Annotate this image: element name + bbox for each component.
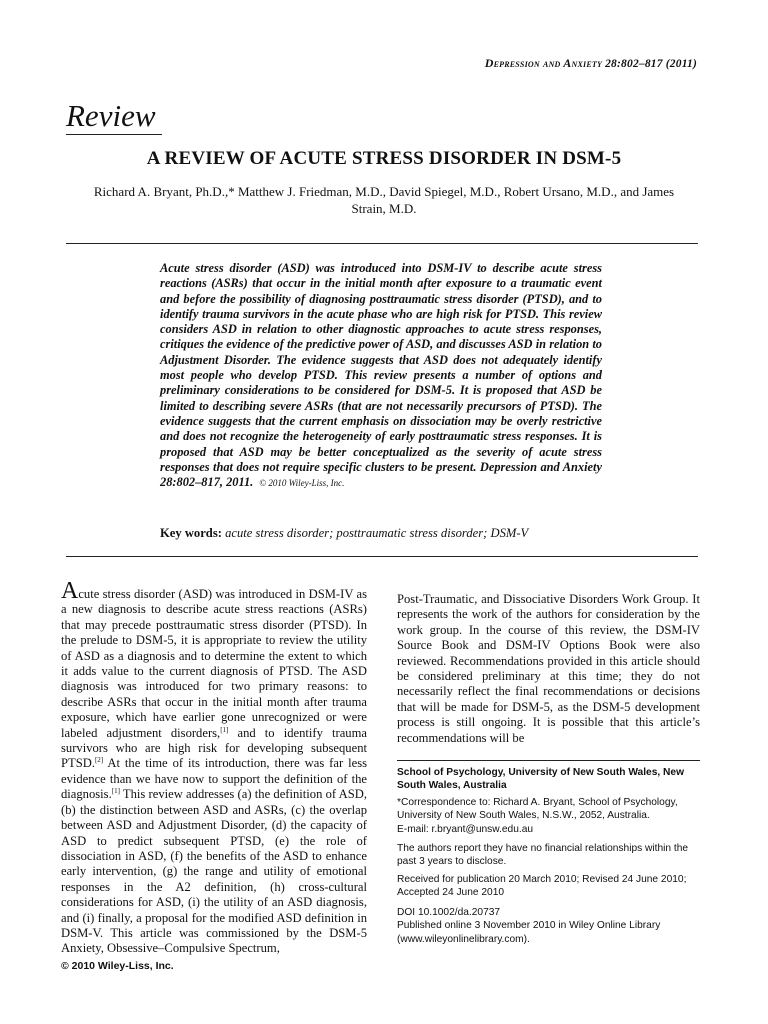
body-right-column: Post-Traumatic, and Dissociative Disorders Work Group. It represents the work of the authors for consideration by the work group. In the course of this review, the DSM-IV Source Book and DSM-IV Options Book were also reviewed. Recommendations provided in this article should be considered preliminary at this time; they do not necessarily reflect the final recommendations or decisions that will be made for DSM-5, as the DSM-5 development process is still ongoing. It is possible that this article’s recommendations will be bbox=[397, 592, 700, 745]
journal-volume-pages: 28:802–817 (2011) bbox=[605, 58, 697, 70]
section-label: Review bbox=[66, 98, 156, 133]
affiliation-institution: School of Psychology, University of New South Wales, New South Wales, Australia bbox=[397, 767, 684, 792]
journal-citation bbox=[485, 56, 697, 71]
abstract-copyright: © 2010 Wiley-Liss, Inc. bbox=[259, 478, 345, 489]
abstract-text: Acute stress disorder (ASD) was introduced into DSM-IV to describe acute stress reactions (ASRs) that occur in the initial month after exposure to a traumatic event and before the possibility of diagnosing posttraumatic stress disorder (PTSD), and to identify trauma survivors in the acute phase who are high risk for PTSD. This review considers ASD in relation to other diagnostic approaches to acute stress responses, critiques the evidence of the predictive power of ASD, and discusses ASD in relation to Adjustment Disorder. The evidence suggests that ASD does not adequately identify most people who develop PTSD. This review presents a number of options and preliminary considerations to be considered for DSM-5. It is proposed that ASD be limited to describing severe ASRs (that are not necessarily precursors of PTSD). The evidence suggests that the current emphasis on dissociation may be overly restrictive and does not recognize the heterogeneity of early posttraumatic stress responses. It is proposed that ASD may be better conceptualized as the severity of acute stress responses that does not require specific clusters to be present. Depression and Anxiety 28:802–817, 2011. bbox=[160, 261, 602, 490]
body-text-4: This review addresses (a) the definition of ASD, (b) the distinction between ASD and ASRs, (c) the overlap between ASD and Adjustment Disorder, (d) the capacity of ASD to predict subsequent PTSD, (e) the role of dissociation in ASD, (f) the benefits of the ASD to enhance early intervention, (g) the range and utility of emotional responses in the A2 definition, (h) cross-cultural considerations for ASD, (i) the utility of an ASD diagnosis, and (i) finally, a proposal for the modified ASD definition in DSM-V. This article was commissioned by the DSM-5 Anxiety, Obsessive–Compulsive Spectrum, bbox=[61, 787, 367, 956]
body-left-column bbox=[61, 578, 367, 957]
doi[interactable]: DOI 10.1002/da.20737 bbox=[397, 907, 501, 918]
doi-info bbox=[397, 906, 700, 946]
section-underline bbox=[66, 134, 162, 135]
abstract-bottom-rule bbox=[66, 556, 698, 557]
financial-disclosure: The authors report they have no financial relationships within the past 3 years to disclose. bbox=[397, 843, 689, 868]
footer-copyright: © 2010 Wiley-Liss, Inc. bbox=[61, 960, 174, 972]
citation-ref-2[interactable]: [2] bbox=[94, 756, 104, 765]
citation-ref-1[interactable]: [1] bbox=[220, 725, 229, 734]
body-text-3: At the time of its introduction, there was far less evidence than we have now to support the definition of the diagnosis. bbox=[61, 756, 367, 802]
keywords-value: acute stress disorder; posttraumatic stress disorder; DSM-V bbox=[225, 526, 529, 540]
author-list: Richard A. Bryant, Ph.D.,* Matthew J. Friedman, M.D., David Spiegel, M.D., Robert Ursano, M.D., and James Strain, M.D. bbox=[93, 184, 675, 216]
drop-cap: A bbox=[61, 578, 79, 604]
correspondence-email[interactable]: E-mail: r.bryant@unsw.edu.au bbox=[397, 823, 534, 835]
correspondence bbox=[397, 796, 700, 836]
keywords bbox=[160, 526, 528, 541]
body-text-1: cute stress disorder (ASD) was introduced in DSM-IV as a new diagnosis to describe acute stress reactions (ASRs) that may precede posttraumatic stress disorder (PTSD). In the prelude to DSM-5, it is appropriate to review the utility of ASD as a diagnosis and to determine the extent to which it adds value to the current diagnosis of PTSD. The ASD diagnosis was introduced for two primary reasons: to describe ASRs that occur in the initial month after trauma exposure, which have earlier gone unrecognized or were labeled adjustment disorders, bbox=[61, 587, 367, 740]
citation-ref-3[interactable]: [1] bbox=[111, 787, 120, 796]
abstract bbox=[160, 261, 602, 491]
affiliation-rule bbox=[397, 760, 700, 761]
body-text-2: and to identify trauma survivors who are high risk for developing subsequent PTSD. bbox=[61, 725, 367, 771]
article-title: A REVIEW OF ACUTE STRESS DISORDER IN DSM-5 bbox=[146, 148, 622, 169]
correspondence-address: *Correspondence to: Richard A. Bryant, School of Psychology, University of New South Wales, N.S.W., 2052, Australia. bbox=[397, 797, 678, 822]
keywords-label: Key words: bbox=[160, 526, 222, 540]
journal-name: Depression and Anxiety bbox=[484, 56, 603, 70]
abstract-top-rule bbox=[66, 243, 698, 244]
published-online: Published online 3 November 2010 in Wiley Online Library (www.wileyonlinelibrary.com). bbox=[397, 920, 661, 945]
publication-dates: Received for publication 20 March 2010; Revised 24 June 2010; Accepted 24 June 2010 bbox=[397, 874, 687, 899]
